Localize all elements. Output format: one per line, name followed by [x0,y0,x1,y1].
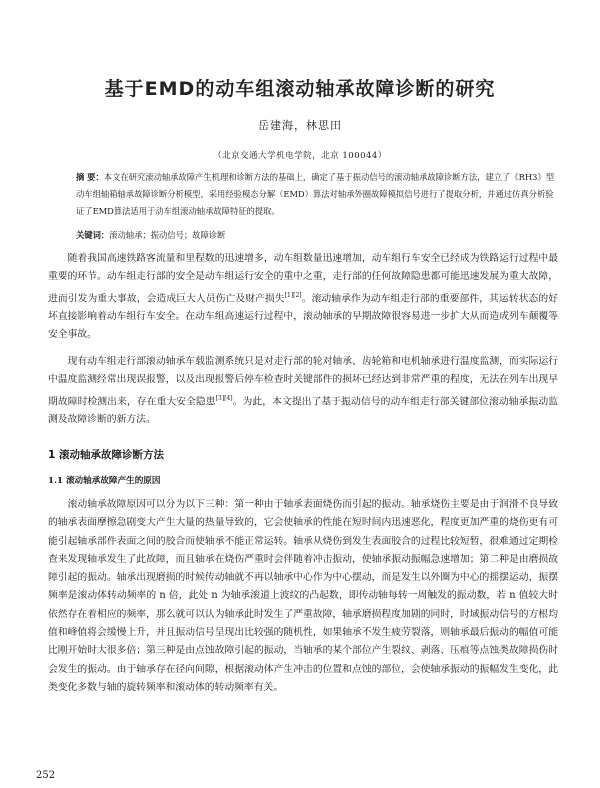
affiliation: （北京交通大学机电学院，北京 100044） [213,151,387,161]
subsection-heading: 1.1 滚动轴承故障产生的原因 [48,476,161,486]
keywords-text: 滚动轴承；振动信号；故障诊断 [109,230,226,240]
section-heading: 1 滚动轴承故障诊断方法 [48,449,164,461]
citation: [3][4] [215,394,233,402]
intro-p2-end: 。为此，本文提出了基于振动信号的动车组走行部关键部位滚动轴承振动监测及故障诊断的新方法。 [48,395,559,426]
intro-p1-end: 。滚动轴承作为动车组走行部的重要部件，其运转状态的好坏直接影响着动车组行车安全。在动车组高速运行过程中，滚动轴承的早期故障很容易进一步扩大从而造成列车颠覆等安全事故。 [48,292,559,341]
authors: 岳建海，林思田 [258,119,342,132]
abstract-label: 摘 要： [76,172,104,182]
paper-title: 基于EMD的动车组滚动轴承故障诊断的研究 [104,78,496,100]
section1-paragraph: 滚动轴承故障原因可以分为以下三种：第一种由于轴承表面烧伤而引起的振动。轴承烧伤主要是由于润滑不良导致的轴承表面摩擦急剧变大产生大量的热量导致的，它会使轴承的性能在短时间内迅速恶化，程度更加严重的烧伤更有可能引起轴承部件表面之间的胶合而使轴承不能正常运转。轴承从烧伤到发生表面胶合的过程比较短暂，很难通过定期检查来发现轴承发生了此故障，而且轴承在烧伤严重时会伴随着冲击振动，使轴承振动振幅急速增加；第二种是由磨损故障引起的振动。轴承出现磨损的时候传动轴就不再以轴承中心作为中心摆动，而是发生以外圈为中心的摇摆运动，振摆频率是滚动体转动频率的 n 倍，此处 n 为轴承滚道上波纹的凸起数，即传动轴每转一周触发的振动数，若 n 值较大时依然存在着相应的频率，那么就可以认为轴承此时发生了严重故障，轴承磨损程度加剧的同时，时域振动信号的方根均值和峰值将会缓慢上升，并且振动信号呈现出比较强的随机性，如果轴承不发生疲劳裂落，则轴承最后振动的幅值可能比刚开始时大很多倍；第三种是由点蚀故障引起的振动，当轴承的某个部位产生裂纹、剥落、压痕等点蚀类故障损伤时会发生的振动。由于轴承存在径向间隙，根据滚动体产生冲击的位置和点蚀的部位，会使轴承振动的振幅发生变化，此类变化多数与轴的旋转频率和滚动体的转动频率有关。 [48,499,558,693]
keywords [76,228,554,242]
keywords-label: 关键词： [76,230,110,240]
citation: [1][2] [284,291,302,299]
abstract-text: 本文在研究滚动轴承故障产生机理和诊断方法的基础上，确定了基于振动信号的滚动轴承故障诊断方法，建立了《RH3》型动车组轴箱轴承故障诊断分析模型，采用经验模态分解（EMD）算法对轴承外圈故障模拟信号进行了提取分析，并通过仿真分析验证了EMD算法适用于动车组滚动轴承故障特征的提取。 [76,172,554,216]
intro-p2-text: 现有动车组走行部滚动轴承车载监测系统只是对走行部的轮对轴承、齿轮箱和电机轴承进行温度监测，而实际运行中温度监测经常出现误报警，以及出现报警后停车检查时关键部件的损坏已经达到非常严重的程度，无法在列车出现早期故障时检测出来，存在重大安全隐患 [48,356,558,407]
page-number: 252 [36,770,56,781]
intro-paragraph-2 [48,353,558,429]
intro-paragraph-1 [48,250,558,345]
intro-p1-text: 随着我国高速铁路客流量和里程数的迅速增多，动车组数量迅速增加，动车组行车安全已经成为铁路运行过程中最重要的环节。动车组走行部的安全是动车组运行安全的重中之重，走行部的任何故障隐患都可能迅速发展为重大故障，进而引发为重大事故，会造成巨大人员伤亡及财产损失 [48,253,558,304]
abstract [76,169,554,220]
